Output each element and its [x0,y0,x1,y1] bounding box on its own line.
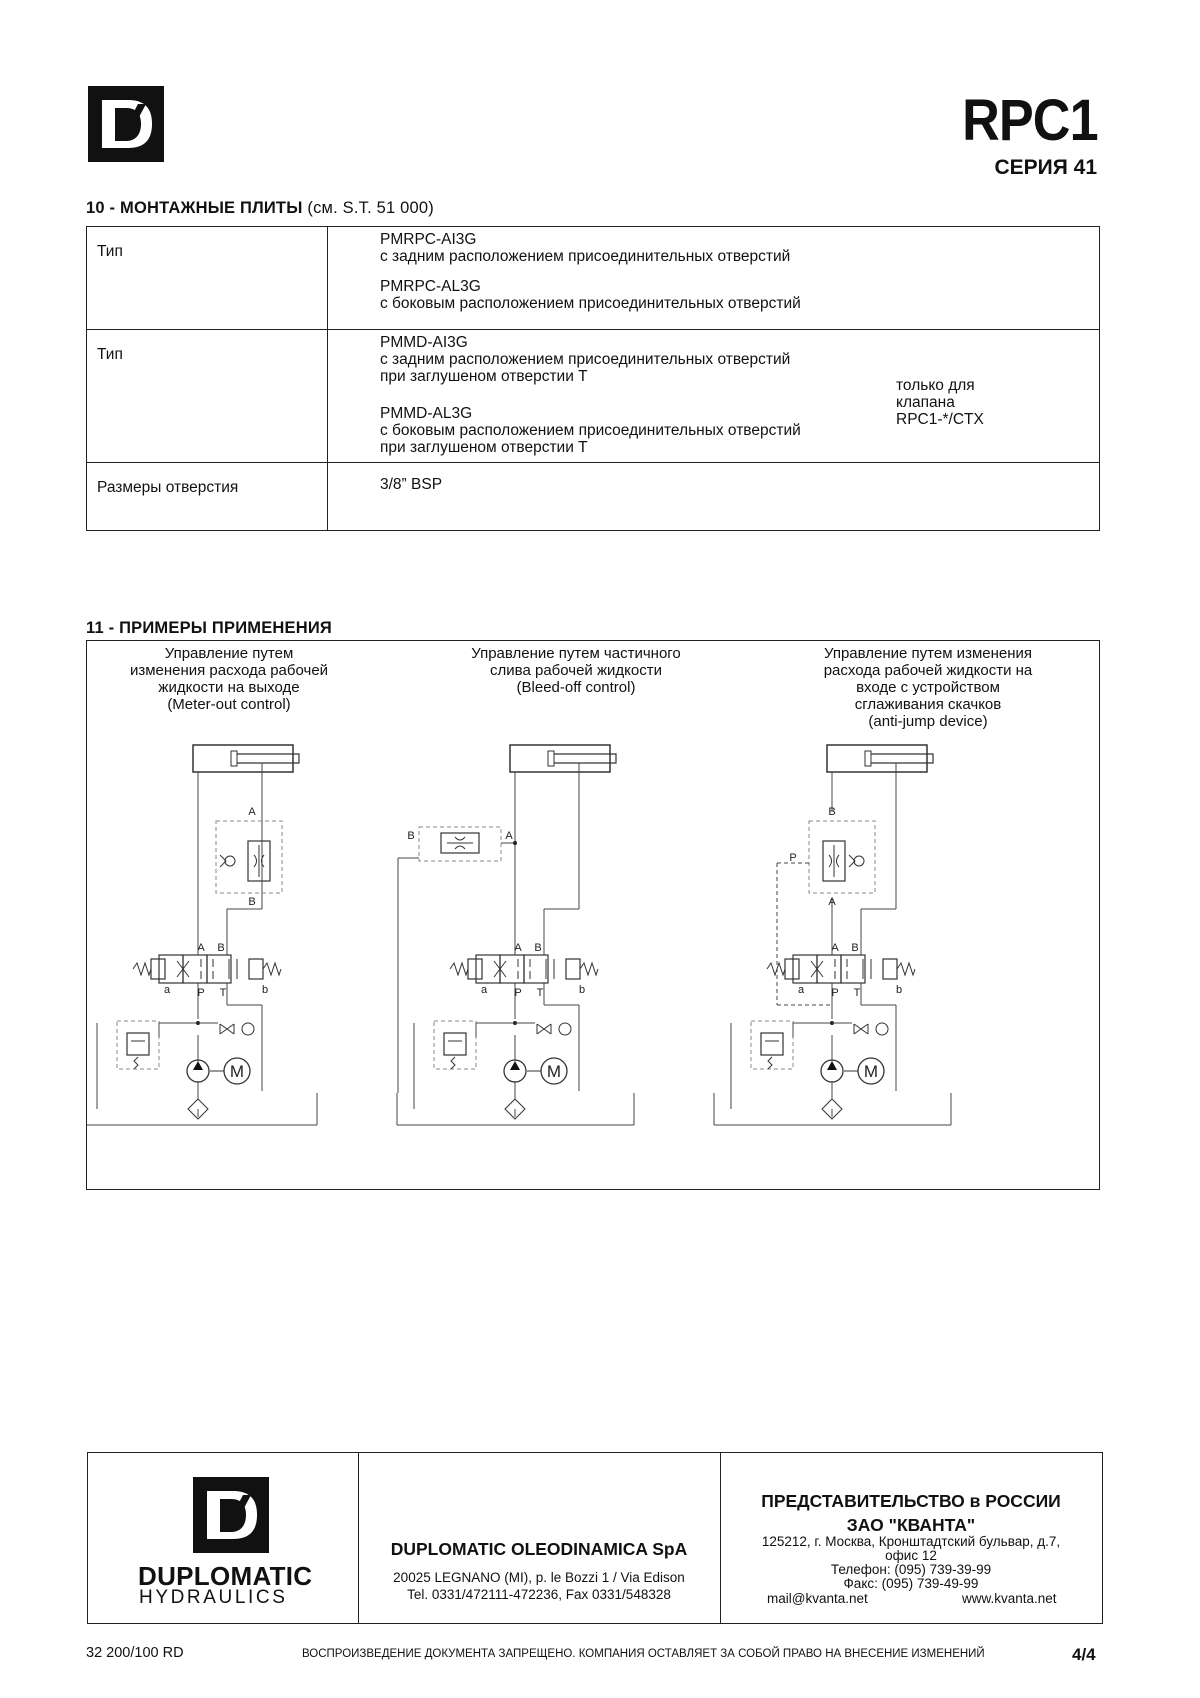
valve-spool-box-icon [500,955,524,983]
piston-icon [548,751,554,766]
valve-spool-box-icon [817,955,841,983]
port-label: A [514,942,522,954]
representative-phone: Телефон: (095) 739-39-99 [830,1562,992,1577]
example-caption-meter-in: Управление путем изменения расхода рабочей жидкости на входе с устройством сглаживания скачков (anti-jump device) [823,645,1033,730]
hydraulic-circuit [714,745,951,1125]
hydraulic-schematics [87,641,1099,1189]
port-label: A [831,942,839,954]
port-label: b [895,984,903,996]
spring-icon [450,963,468,975]
row-label: Тип [87,227,328,330]
representative-fax: Факс: (095) 739-49-99 [843,1576,979,1591]
port-label: B [828,806,836,818]
port-label: b [261,984,269,996]
spring-icon [897,963,915,975]
relief-valve-icon [444,1033,466,1055]
table-row [87,463,1100,531]
footer-brand-cell [88,1453,359,1623]
relief-subplate-icon [751,1021,793,1069]
representative-office: офис 12 [885,1548,937,1563]
port-label: P [789,852,797,864]
hydraulic-circuit [87,745,317,1125]
port-label: P [197,987,205,999]
plate-description: при заглушеном отверстии T [380,439,588,456]
company-address: 20025 LEGNANO (MI), p. le Bozzi 1 / Via Edison [393,1570,685,1585]
parallel-arrow-icon [546,959,554,979]
cylinder-body-icon [193,745,293,772]
relief-subplate-icon [117,1021,159,1069]
plate-description: с боковым расположением присоединительных отверстий [380,295,801,312]
gauge-cock-icon [854,1024,868,1034]
relief-valve-icon [127,1033,149,1055]
port-label: a [480,984,488,996]
brand-subname: HYDRAULICS [139,1587,288,1608]
port-label: T [219,987,227,999]
relief-valve-icon [761,1033,783,1055]
port-label: T [853,987,861,999]
gauge-cock-icon [220,1024,234,1034]
copyright-notice: ВОСПРОИЗВЕДЕНИЕ ДОКУМЕНТА ЗАПРЕЩЕНО. КОМПАНИЯ ОСТАВЛЯЕТ ЗА СОБОЙ ПРАВО НА ВНЕСЕНИЕ ИЗМЕНЕНИЙ [302,1648,985,1660]
row-label: Размеры отверстия [87,463,328,531]
plate-code: PMMD-AL3G [380,405,473,422]
solenoid-b-icon [249,959,263,979]
port-label: A [828,896,836,908]
port-label: B [407,830,415,842]
representative-email: mail@kvanta.net [767,1591,868,1606]
plate-code: PMMD-AI3G [380,334,468,351]
piston-rod-icon [237,754,299,763]
representative-title: ПРЕДСТАВИТЕЛЬСТВО в РОССИИ [761,1491,1061,1511]
company-name: DUPLOMATIC OLEODINAMICA SpA [390,1539,688,1559]
port-label: b [578,984,586,996]
spring-icon [580,963,598,975]
company-phone: Tel. 0331/472111-472236, Fax 0331/548328 [407,1587,671,1602]
solenoid-b-icon [566,959,580,979]
document-code: 32 200/100 RD [86,1645,184,1661]
parallel-arrow-icon [229,959,237,979]
valve-spool-box-icon [207,955,231,983]
plate-description: с задним расположением присоединительных отверстий [380,351,791,368]
relief-subplate-icon [434,1021,476,1069]
port-label: T [536,987,544,999]
representative-address: 125212, г. Москва, Кронштадтский бульвар, д.7, [761,1534,1061,1549]
pressure-gauge-icon [242,1023,254,1035]
applicability-note: только для клапана RPC1-*/CTX [896,377,984,428]
page-number: 4/4 [1072,1645,1096,1664]
throttle-icon [447,837,473,849]
port-label: P [514,987,522,999]
port-label: A [248,806,256,818]
cylinder-body-icon [510,745,610,772]
hydraulic-circuit [397,745,634,1125]
application-examples-frame [86,640,1100,1190]
piston-icon [231,751,237,766]
motor-label: M [546,1062,562,1081]
port-label: a [163,984,171,996]
plate-code: PMRPC-AI3G [380,231,477,248]
pressure-gauge-icon [876,1023,888,1035]
duplomatic-logo-icon [88,86,164,162]
solenoid-b-icon [883,959,897,979]
solenoid-a-icon [151,959,165,979]
port-label: B [248,896,256,908]
junction-dot [513,841,517,845]
flow-control-subplate-icon [809,821,875,893]
product-title: RPC1 [962,88,1098,153]
valve-spool-box-icon [841,955,865,983]
plate-code: PMRPC-AL3G [380,278,481,295]
port-label: A [505,830,513,842]
valve-spool-box-icon [183,955,207,983]
port-label: B [851,942,859,954]
port-label: B [534,942,542,954]
spring-icon [767,963,785,975]
piston-rod-icon [554,754,616,763]
solenoid-a-icon [785,959,799,979]
pressure-gauge-icon [559,1023,571,1035]
port-label: P [831,987,839,999]
motor-label: M [863,1062,879,1081]
parallel-arrow-icon [863,959,871,979]
plate-description: с боковым расположением присоединительных отверстий [380,422,801,439]
brand-name: DUPLOMATIC [138,1561,313,1591]
footer-box [87,1452,1103,1624]
solenoid-a-icon [468,959,482,979]
motor-label: M [229,1062,245,1081]
table-row [87,227,1100,330]
plate-description: при заглушеном отверстии T [380,368,588,385]
spring-icon [263,963,281,975]
flow-control-subplate-icon [419,827,501,861]
series-label: СЕРИЯ 41 [994,156,1097,179]
gauge-cock-icon [537,1024,551,1034]
example-caption-bleed-off: Управление путем частичного слива рабочей жидкости (Bleed-off control) [471,645,681,696]
section-10-heading [86,199,434,218]
section-10-reference: (см. S.T. 51 000) [307,199,435,217]
representative-company: ЗАО "КВАНТА" [846,1515,976,1535]
representative-website: www.kvanta.net [962,1591,1057,1606]
port-label: a [797,984,805,996]
port-size-value: 3/8” BSP [380,476,443,493]
flow-control-subplate-icon [216,821,282,893]
piston-rod-icon [871,754,933,763]
duplomatic-footer-logo-icon [193,1477,269,1553]
row-label: Тип [87,330,328,463]
example-caption-meter-out: Управление путем изменения расхода рабочей жидкости на выходе (Meter-out control) [129,645,329,713]
table-row [87,330,1100,463]
section-11-title: 11 - ПРИМЕРЫ ПРИМЕНЕНИЯ [86,619,332,637]
cylinder-body-icon [827,745,927,772]
port-label: A [197,942,205,954]
spring-icon [133,963,151,975]
mounting-plates-table [86,226,1100,531]
piston-icon [865,751,871,766]
valve-spool-box-icon [524,955,548,983]
section-10-title: 10 - МОНТАЖНЫЕ ПЛИТЫ [86,199,303,217]
plate-description: с задним расположением присоединительных отверстий [380,248,791,265]
port-label: B [217,942,225,954]
